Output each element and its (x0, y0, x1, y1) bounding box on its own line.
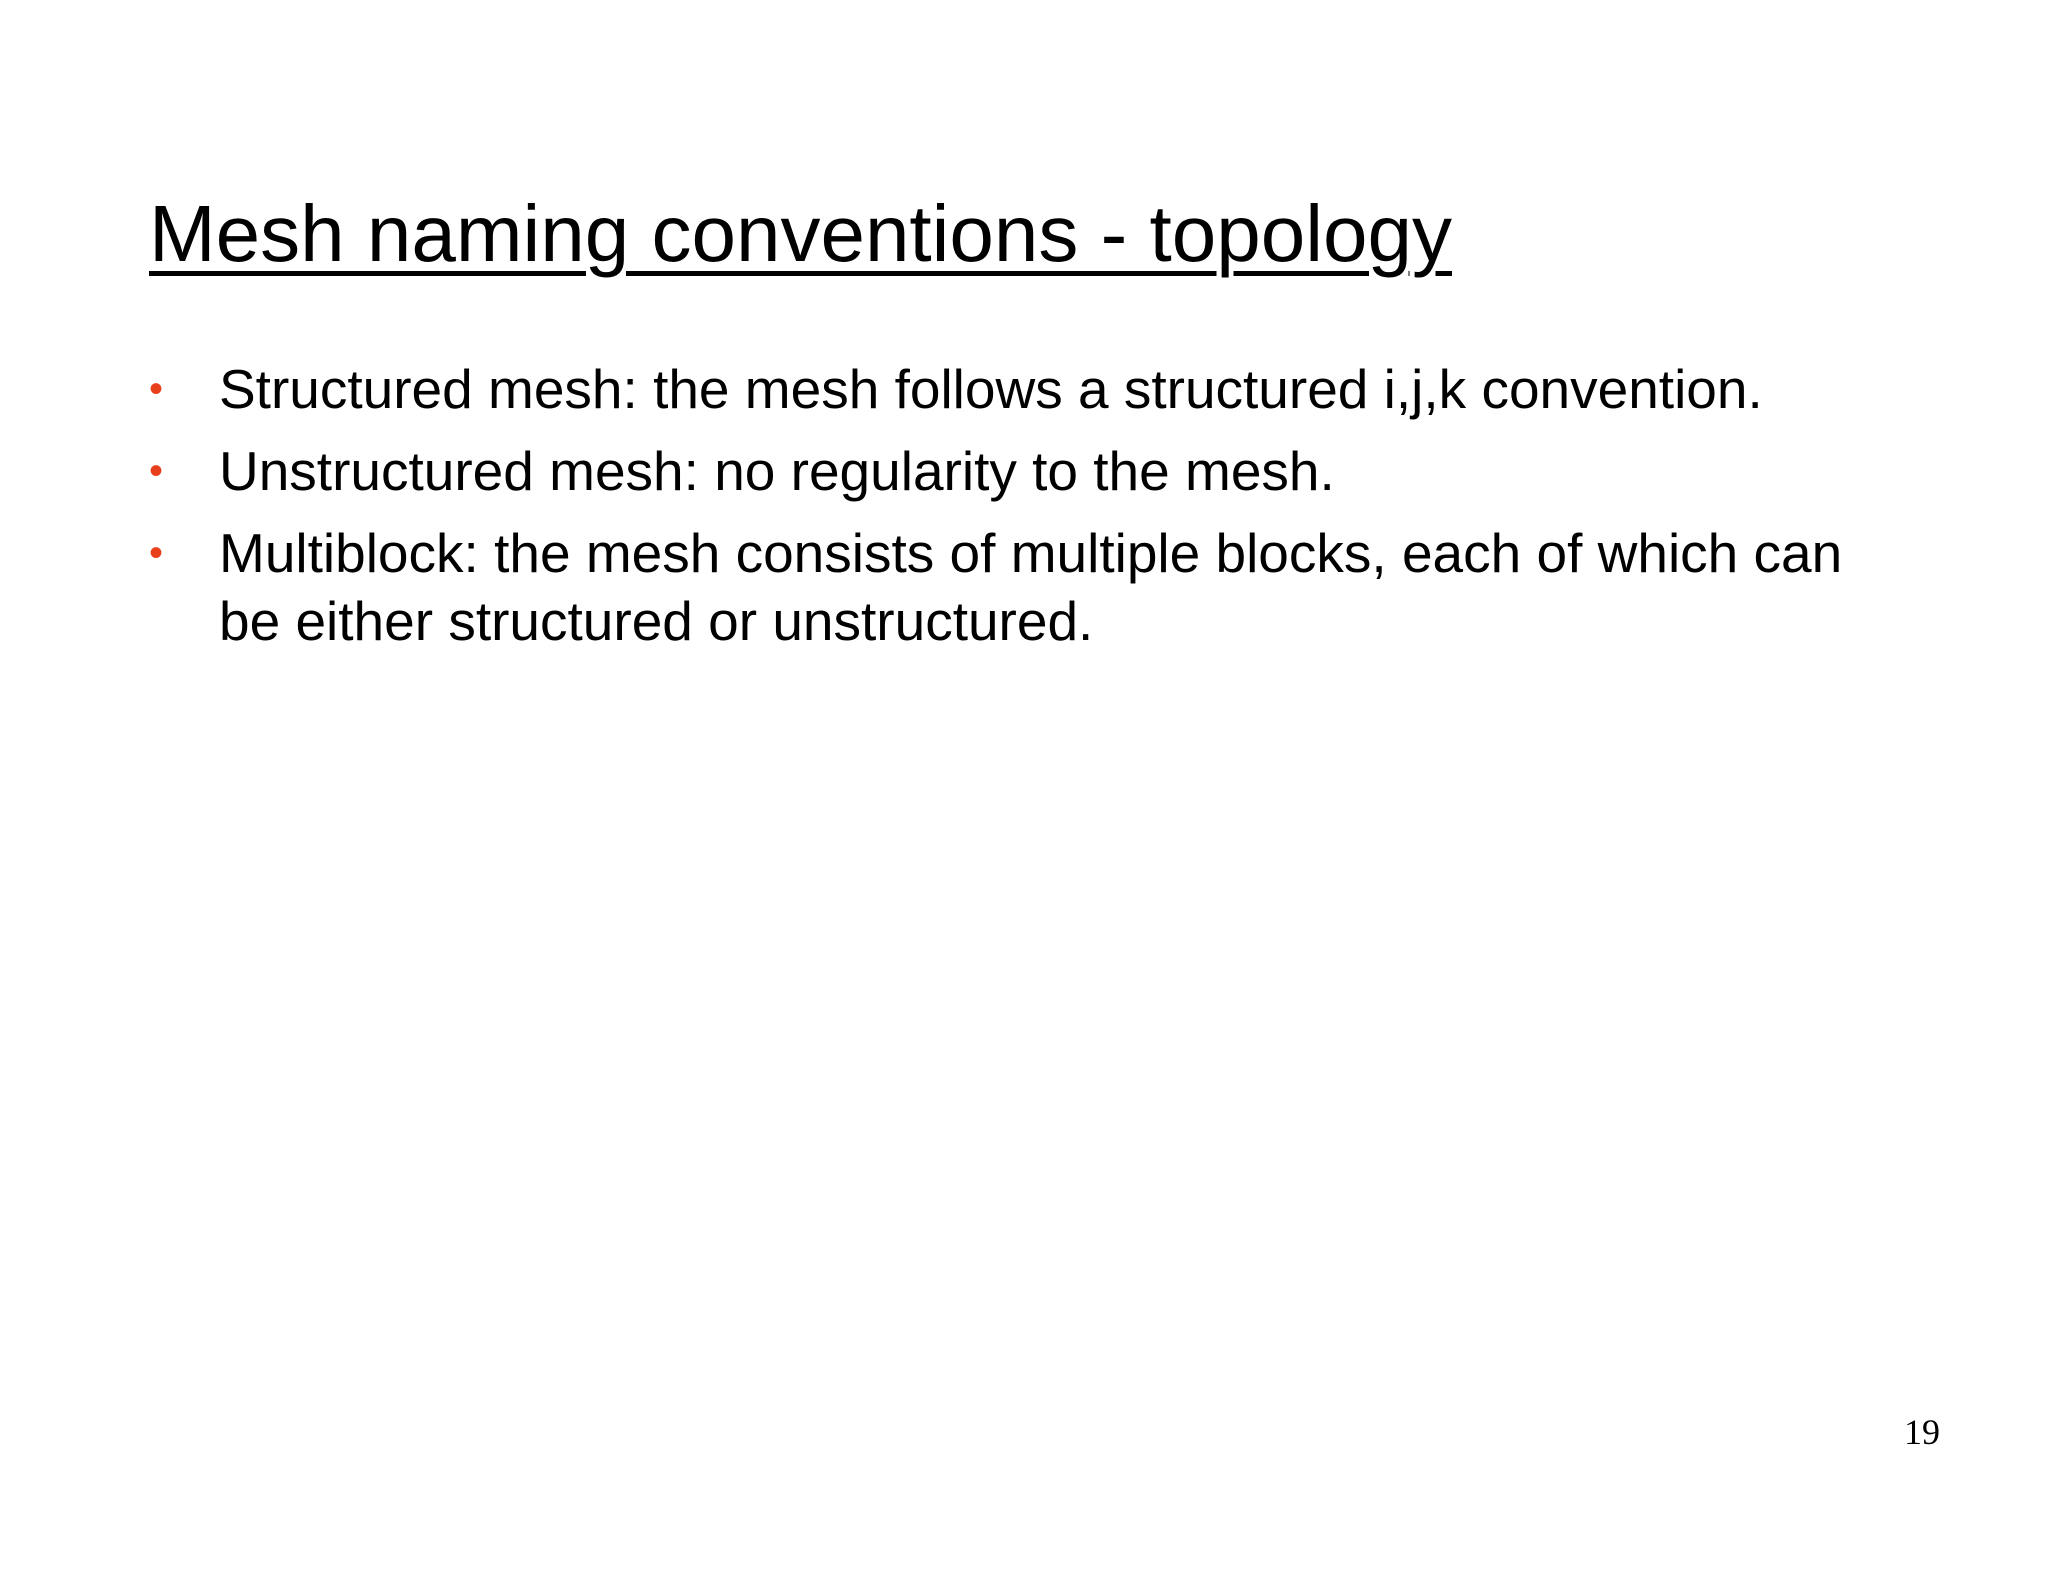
page-number: 19 (1904, 1412, 1940, 1452)
bullet-marker-icon: • (149, 531, 164, 575)
bullet-marker-icon: • (149, 449, 164, 493)
bullet-text: Multiblock: the mesh consists of multiple blocks, each of which can be either structured or unstructured. (219, 522, 1843, 652)
slide-title: Mesh naming conventions - topology (149, 189, 1452, 278)
bullet-marker-icon: • (149, 367, 164, 411)
bullet-list (149, 355, 1869, 669)
bullet-item-structured (149, 355, 1869, 423)
bullet-item-multiblock (149, 519, 1869, 655)
bullet-text: Unstructured mesh: no regularity to the mesh. (219, 440, 1335, 502)
bullet-item-unstructured (149, 437, 1869, 505)
bullet-text: Structured mesh: the mesh follows a structured i,j,k convention. (219, 358, 1763, 420)
